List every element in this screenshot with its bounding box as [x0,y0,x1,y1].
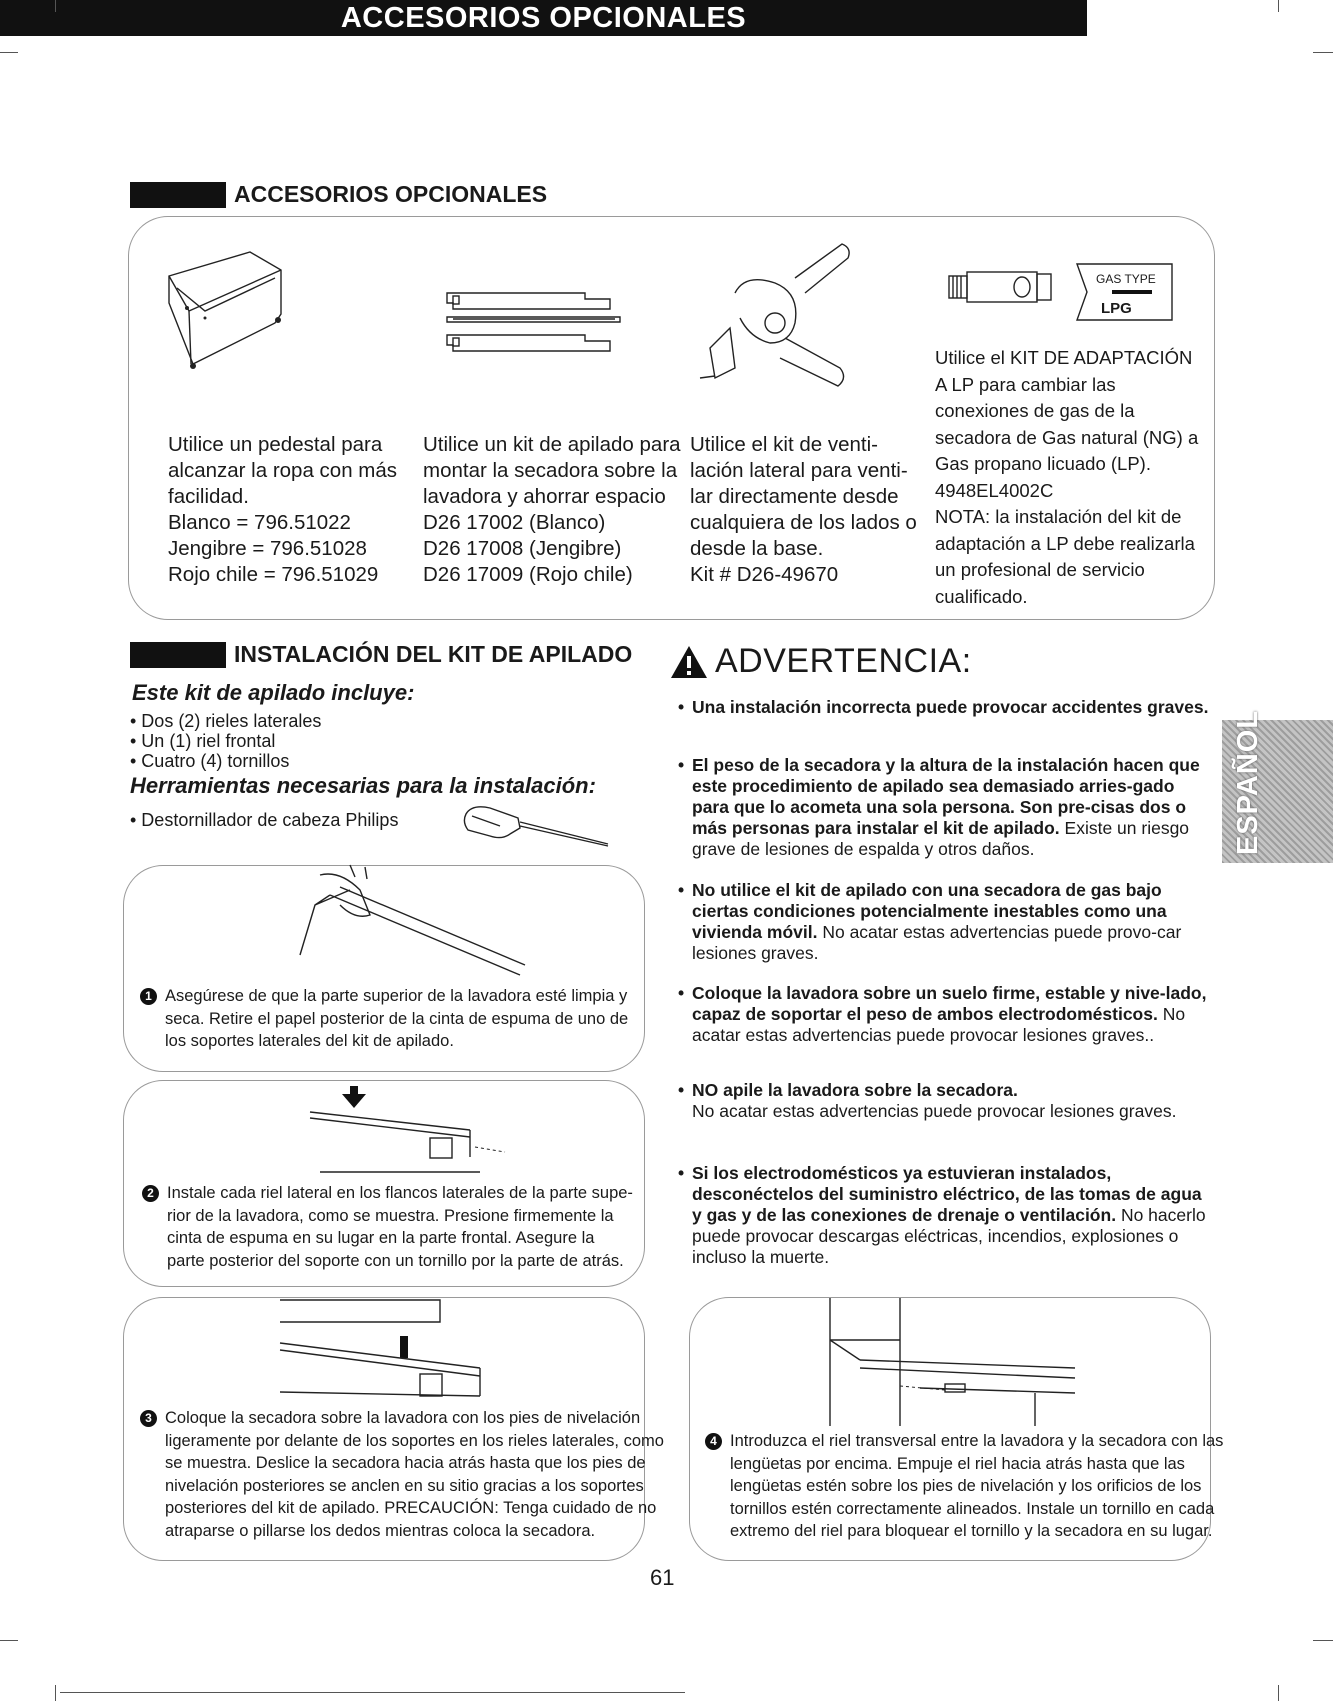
accessories-heading-text: ACCESORIOS OPCIONALES [234,181,548,207]
step-1-illustration [280,865,540,980]
step-3-illustration [270,1298,490,1408]
warning-item: • No utilice el kit de apilado con una secadora de gas bajo ciertas condiciones potencialmente inestables como una vivienda móvil. No acatar estas advertencias puede provo-car lesiones graves. [692,880,1212,964]
heading-block-marker [130,642,226,668]
heading-block-marker [130,182,226,208]
gas-type-label: GAS TYPE [1096,272,1156,286]
list-item: • Dos (2) rieles laterales [130,711,322,731]
crop-mark [0,52,18,53]
tools-title: Herramientas necesarias para la instalación: [130,773,596,798]
list-item: • Un (1) riel frontal [130,731,276,751]
warning-title: ADVERTENCIA: [715,642,972,680]
crop-mark [1313,52,1333,53]
accessories-heading [130,181,547,208]
accessory-stacking-kit-text: Utilice un kit de apilado para montar la secadora sobre la lavadora y ahorrar espacio D26 17002 (Blanco) D26 17008 (Jengibre) D26 17009 (Rojo chile) [423,433,681,586]
warning-item: • NO apile la lavadora sobre la secadora. No acatar estas advertencias puede provocar lesiones graves. [692,1080,1212,1122]
accessory-lp-kit-text: Utilice el KIT DE ADAPTACIÓN A LP para cambiar las conexiones de gas de la secadora de Gas natural (NG) a Gas propano licuado (LP). 4948EL4002C NOTA: la instalación del kit de adaptación a LP debe realizarla un profesional de servicio cualificado. [935,347,1199,607]
step-number: 3 [140,1410,157,1427]
crop-mark [55,1685,56,1701]
screwdriver-icon [460,800,615,850]
step-number: 2 [142,1185,159,1202]
step-1-text: 1 Asegúrese de que la parte superior de la lavadora esté limpia y seca. Retire el papel posterior de la cinta de espuma de uno de los soportes laterales del kit de apilado. [140,985,628,1053]
crop-mark [1278,1685,1279,1701]
warning-item: • Una instalación incorrecta puede provocar accidentes graves. [692,697,1212,718]
tools-item: • Destornillador de cabeza Philips [130,810,399,830]
warning-item: • Coloque la lavadora sobre un suelo firme, estable y nive-lado, capaz de soportar el peso de ambos electrodomésticos. No acatar estas advertencias puede provocar lesiones graves.. [692,983,1212,1046]
accessory-pedestal-text: Utilice un pedestal para alcanzar la ropa con más facilidad. Blanco = 796.51022 Jengibre = 796.51028 Rojo chile = 796.51029 [168,433,398,586]
step-2-text: 2 Instale cada riel lateral en los flancos laterales de la parte supe- rior de la lavadora, como se muestra. Presione firmemente la cinta de espuma en su lugar en la parte frontal. Asegure la parte posterior del soporte con un tornillo por la parte de atrás. [142,1182,633,1272]
kit-includes-list [130,711,321,771]
step-2-illustration [280,1082,530,1177]
pedestal-illustration [165,248,290,390]
installation-heading-text: INSTALACIÓN DEL KIT DE APILADO [234,641,633,667]
installation-heading [130,641,632,668]
page-number: 61 [650,1565,675,1590]
lpg-label: LPG [1101,300,1132,317]
gas-adapter-illustration [947,262,1177,322]
crop-mark [1278,0,1279,12]
language-side-tab-label: ESPAÑOL [1232,709,1264,855]
crop-mark [55,0,56,12]
warning-item: • El peso de la secadora y la altura de la instalación hacen que este procedimiento de apilado sea demasiado arries-gado para que lo acometa una sola persona. Son pre-cisas dos o más personas para instalar el kit de apilado. Existe un riesgo grave de lesiones de espalda y otros daños. [692,755,1212,860]
accessory-vent-kit-text: Utilice el kit de venti- lación lateral para venti- lar directamente desde cualquiera de los lados o desde la base. Kit # D26-49670 [690,433,917,586]
warning-icon [670,645,708,679]
vent-duct-illustration [690,238,865,398]
page-banner-title: ACCESORIOS OPCIONALES [0,0,1087,36]
step-number: 4 [705,1433,722,1450]
step-4-text: 4 Introduzca el riel transversal entre la lavadora y la secadora con las lengüetas por encima. Empuje el riel hacia atrás hasta que las lengüetas estén sobre los pies de nivelación y los orificios de los tornillos estén correctamente alineados. Instale un tornillo en cada extremo del riel para bloquear el tornillo y la secadora en su lugar. [705,1430,1223,1543]
step-3-text: 3 Coloque la secadora sobre la lavadora con los pies de nivelación ligeramente por delante de los soportes en los rieles laterales, como se muestra. Deslice la secadora hacia atrás hasta que los pies de nivelación posteriores se anclen en su sitio gracias a los soportes posteriores del kit de apilado. PRECAUCIÓN: Tenga cuidado de no atraparse o pillarse los dedos mientras coloca la secadora. [140,1407,664,1542]
crop-mark [0,1640,18,1641]
step-4-illustration [820,1298,1080,1428]
bottom-rule [60,1692,685,1693]
step-number: 1 [140,988,157,1005]
crop-mark [1313,1640,1333,1641]
stacking-rails-illustration [445,290,635,360]
list-item: • Cuatro (4) tornillos [130,751,290,771]
kit-includes-title: Este kit de apilado incluye: [132,680,415,705]
warning-item: • Si los electrodomésticos ya estuvieran instalados, desconéctelos del suministro eléctrico, de las tomas de agua y gas y de las conexiones de drenaje o ventilación. No hacerlo puede provocar descargas eléctricas, incendios, explosiones o incluso la muerte. [692,1163,1212,1268]
